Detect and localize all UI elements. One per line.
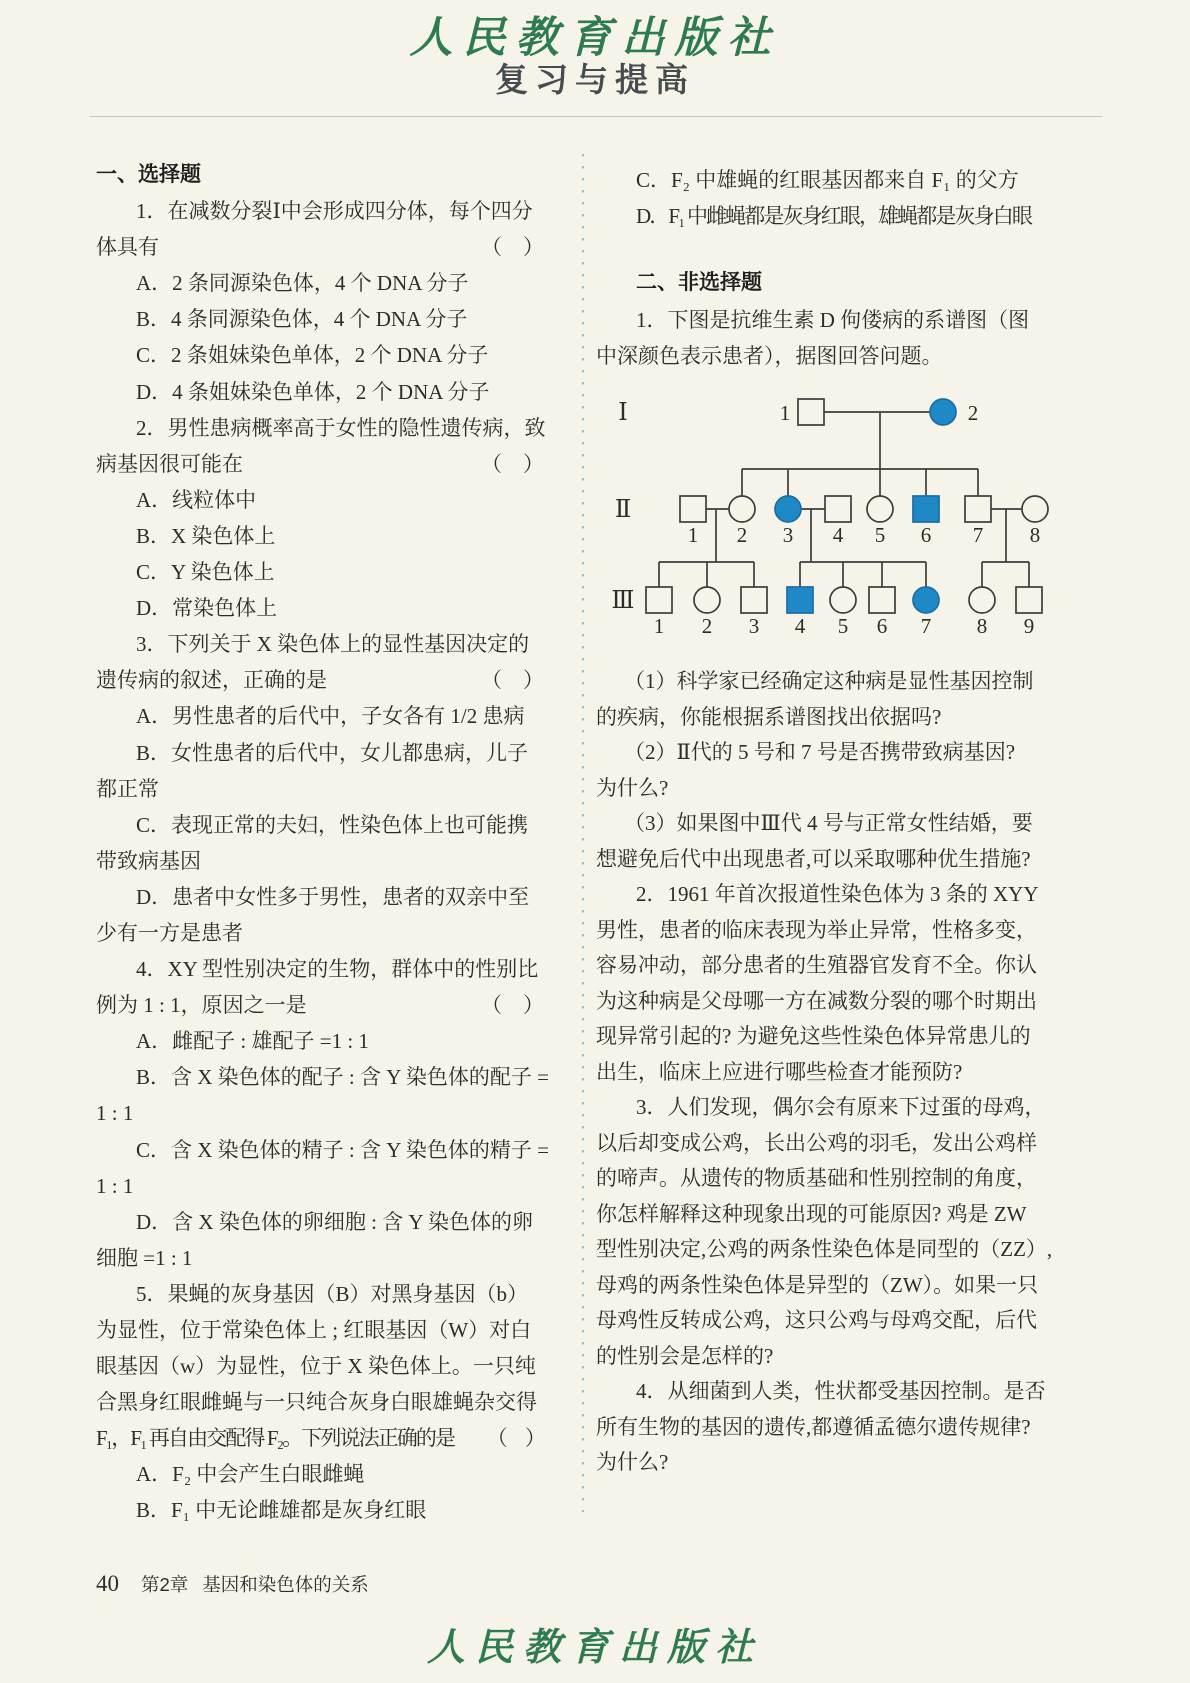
text-line-content: F₁，F₁ 再自由交配得 F₂。下列说法正确的是: [96, 1426, 455, 1451]
text-line: [596, 1374, 1048, 1410]
text-line: [596, 984, 1048, 1020]
text-line-content: 3．人们发现，偶尔会有原来下过蛋的母鸡，: [636, 1095, 1046, 1119]
text-line-content: 你怎样解释这种现象出现的可能原因? 鸡是 ZW: [596, 1201, 1027, 1226]
pedigree-member-number: 4: [832, 523, 844, 547]
text-line-content: A．男性患者的后代中，子女各有 1/2 患病: [136, 704, 525, 729]
text-line-content: D．患者中女性多于男性，患者的双亲中至: [136, 884, 530, 909]
text-line-content: D．含 X 染色体的卵细胞 : 含 Y 染色体的卵: [136, 1209, 534, 1234]
pedigree-generation-label: Ⅲ: [611, 588, 635, 614]
text-line: [596, 664, 1048, 700]
text-line: [96, 698, 546, 734]
text-line: [96, 662, 546, 698]
text-line: [596, 1055, 1048, 1091]
pedigree-member-III-5: [830, 587, 856, 613]
text-line: [96, 1204, 546, 1240]
text-line-content: A．2 条同源染色体，4 个 DNA 分子: [136, 271, 469, 296]
page-number: 40: [96, 1571, 119, 1596]
text-line-content: 病基因很可能在: [96, 451, 243, 476]
text-line: [96, 229, 546, 265]
pedigree-member-II-1: [680, 496, 706, 522]
text-line: [96, 1492, 546, 1528]
text-line: [596, 162, 1044, 198]
text-line-content: 1 : 1: [96, 1173, 134, 1198]
pedigree-chart: [585, 372, 1065, 640]
publisher-logo-top: 人民教育出版社: [409, 13, 781, 63]
text-line-content: 容易冲动，部分患者的生殖器官发育不全。你认: [596, 953, 1037, 977]
pedigree-generation-label: Ⅰ: [618, 400, 628, 426]
text-line-content: C．Y 染色体上: [136, 560, 275, 585]
right-column-intro: [596, 302, 1044, 374]
chapter-title: 基因和染色体的关系: [202, 1574, 369, 1595]
pedigree-member-III-1: [646, 587, 672, 613]
text-line-content: 想避免后代中出现患者,可以采取哪种优生措施?: [596, 846, 1031, 871]
text-line-content: C．表现正常的夫妇，性染色体上也可能携: [136, 812, 529, 837]
text-line: [96, 482, 546, 518]
text-line-content: 2．1961 年首次报道性染色体为 3 条的 XYY: [636, 882, 1039, 906]
text-line-content: 1．在减数分裂Ⅰ中会形成四分体，每个四分: [136, 199, 533, 224]
text-line: [96, 1312, 546, 1348]
pedigree-member-II-4: [825, 496, 851, 522]
text-line: [596, 338, 1044, 374]
text-line-content: 1 : 1: [96, 1101, 134, 1126]
pedigree-member-number: 1: [779, 401, 791, 425]
text-line-content: 型性别决定,公鸡的两条性染色体是同型的（ZZ）,: [596, 1237, 1053, 1261]
text-line: [96, 1384, 546, 1420]
text-line: [96, 626, 546, 662]
text-line-content: （3）如果图中Ⅲ代 4 号与正常女性结婚，要: [624, 811, 1033, 835]
text-line: [96, 446, 546, 482]
left-column: [96, 157, 549, 1529]
text-line-content: 的啼声。从遗传的物质基础和性别控制的角度，: [596, 1166, 1037, 1190]
text-line: [96, 915, 546, 951]
pedigree-member-II-7: [965, 496, 991, 522]
text-line-content: 例为 1 : 1，原因之一是: [96, 993, 307, 1018]
answer-bracket: （ ）: [481, 668, 544, 693]
text-line-content: D．F₁ 中雌蝇都是灰身红眼，雄蝇都是灰身白眼: [636, 204, 1031, 228]
text-line-content: 少有一方是患者: [96, 920, 243, 945]
pedigree-member-number: 7: [920, 614, 932, 638]
pedigree-member-number: 9: [1023, 614, 1035, 638]
pedigree-diagram: [585, 372, 1065, 640]
text-line-content: D．4 条姐妹染色单体，2 个 DNA 分子: [136, 379, 490, 404]
text-line-content: 为什么?: [596, 775, 669, 800]
text-line: [596, 1339, 1048, 1375]
text-line: [596, 1197, 1048, 1233]
text-line-content: B．4 条同源染色体，4 个 DNA 分子: [136, 307, 468, 332]
text-line: [96, 879, 546, 915]
chapter-label: 第2章: [141, 1574, 189, 1595]
pedigree-member-number: 3: [748, 614, 760, 638]
pedigree-member-number: 7: [972, 523, 984, 547]
text-line-content: （2）Ⅱ代的 5 号和 7 号是否携带致病基因?: [624, 740, 1016, 764]
pedigree-member-II-8: [1022, 496, 1048, 522]
text-line: [596, 1019, 1048, 1055]
header-divider-rule: [90, 116, 1102, 117]
answer-bracket: （ ）: [481, 451, 544, 476]
text-line-content: B．含 X 染色体的配子 : 含 Y 染色体的配子 =: [136, 1065, 549, 1090]
text-line: [596, 302, 1044, 338]
text-line: [96, 590, 546, 626]
right-column-questions: [596, 664, 1053, 1481]
text-line-content: A．F₂ 中会产生白眼雌蝇: [136, 1462, 365, 1487]
answer-bracket: （ ）: [481, 993, 544, 1018]
pedigree-member-II-5: [867, 496, 893, 522]
text-line: [96, 554, 546, 590]
text-line-content: 以后却变成公鸡，长出公鸡的羽毛，发出公鸡样: [596, 1130, 1037, 1155]
text-line: [596, 806, 1048, 842]
pedigree-member-III-7: [913, 587, 939, 613]
pedigree-member-number: 8: [1029, 523, 1041, 547]
pedigree-member-III-8: [969, 587, 995, 613]
pedigree-member-number: 2: [967, 401, 979, 425]
pedigree-member-number: 3: [782, 523, 794, 547]
text-line: [96, 735, 546, 771]
text-line: [596, 198, 1044, 234]
text-line-content: B．女性患者的后代中，女儿都患病，儿子: [136, 740, 529, 765]
text-line-content: 1．下图是抗维生素 D 佝偻病的系谱图（图: [636, 308, 1030, 332]
text-line-content: 遗传病的叙述，正确的是: [96, 668, 327, 693]
text-line-content: C．F₂ 中雄蝇的红眼基因都来自 F₁ 的父方: [636, 168, 1019, 192]
text-line-content: 眼基因（w）为显性，位于 X 染色体上。一只纯: [96, 1354, 536, 1379]
pedigree-generation-label: Ⅱ: [614, 497, 632, 523]
text-line-content: 为显性，位于常染色体上 ; 红眼基因（W）对白: [96, 1318, 532, 1342]
text-line-content: 的疾病，你能根据系谱图找出依据吗?: [596, 704, 942, 729]
pedigree-member-number: 6: [876, 614, 888, 638]
text-line-content: A．线粒体中: [136, 487, 257, 512]
pedigree-member-III-2: [694, 587, 720, 613]
answer-bracket: （ ）: [481, 235, 544, 260]
text-line-content: 3．下列关于 X 染色体上的显性基因决定的: [136, 632, 530, 657]
text-line: [596, 1410, 1048, 1446]
text-line: [96, 374, 546, 410]
pedigree-member-number: 8: [976, 614, 988, 638]
text-line: [596, 948, 1048, 984]
text-line-content: 都正常: [96, 776, 159, 801]
pedigree-member-III-6: [869, 587, 895, 613]
text-line-content: 细胞 =1 : 1: [96, 1245, 193, 1270]
text-line-content: 母鸡的两条性染色体是异型的（ZW）。如果一只: [596, 1272, 1039, 1297]
pedigree-member-III-4: [787, 587, 813, 613]
pedigree-member-I-2: [930, 399, 956, 425]
text-line: [96, 337, 546, 373]
pedigree-member-number: 6: [920, 523, 932, 547]
pedigree-member-II-6: [913, 496, 939, 522]
text-line-content: C．2 条姐妹染色单体，2 个 DNA 分子: [136, 343, 489, 368]
right-column-top: [596, 162, 1044, 234]
text-line: [96, 518, 546, 554]
text-line: [596, 1126, 1048, 1162]
text-line-content: D．常染色体上: [136, 596, 278, 621]
text-line: [596, 771, 1048, 807]
text-line: [96, 410, 546, 446]
section-heading: [96, 157, 546, 193]
text-line: [96, 1023, 546, 1059]
text-line: [96, 1168, 546, 1204]
text-line: [596, 913, 1048, 949]
text-line: [96, 1456, 546, 1492]
text-line: [96, 1348, 546, 1384]
text-line: [96, 771, 546, 807]
text-line: [96, 1276, 546, 1312]
text-line-content: 2．男性患病概率高于女性的隐性遗传病，致: [136, 415, 546, 440]
text-line-content: B．X 染色体上: [136, 523, 276, 548]
text-line-content: 母鸡性反转成公鸡，这只公鸡与母鸡交配，后代: [596, 1308, 1037, 1332]
text-line: [96, 1240, 546, 1276]
text-line-content: 为这种病是父母哪一方在减数分裂的哪个时期出: [596, 988, 1037, 1013]
text-line-content: 一、选择题: [96, 163, 201, 186]
text-line: [96, 265, 546, 301]
text-line: [596, 1161, 1048, 1197]
text-line: [596, 1090, 1048, 1126]
text-line: [596, 1268, 1048, 1304]
text-line-content: A．雌配子 : 雄配子 =1 : 1: [136, 1029, 369, 1054]
text-line-content: 出生，临床上应进行哪些检查才能预防?: [596, 1059, 963, 1084]
text-line: [596, 735, 1048, 771]
text-line: [96, 1095, 546, 1131]
answer-bracket: （ ）: [486, 1426, 544, 1451]
text-line-content: 4．XY 型性别决定的生物，群体中的性别比: [136, 957, 539, 982]
text-line: [96, 193, 546, 229]
section-heading-non-choice: 二、非选择题: [636, 271, 762, 294]
pedigree-member-III-9: [1016, 587, 1042, 613]
text-line: [596, 1445, 1048, 1481]
text-line: [96, 843, 546, 879]
pedigree-member-III-3: [741, 587, 767, 613]
text-line-content: （1）科学家已经确定这种病是显性基因控制: [624, 669, 1034, 693]
text-line: [96, 1420, 546, 1456]
pedigree-member-II-2: [729, 496, 755, 522]
pedigree-member-number: 2: [701, 614, 713, 638]
text-line-content: 体具有: [96, 235, 159, 260]
pedigree-member-number: 5: [837, 614, 849, 638]
text-line-content: B．F₁ 中无论雌雄都是灰身红眼: [136, 1498, 427, 1523]
text-line-content: 5．果蝇的灰身基因（B）对黑身基因（b）: [136, 1281, 529, 1306]
text-line: [596, 877, 1048, 913]
text-line: [96, 301, 546, 337]
text-line: [96, 987, 546, 1023]
text-line: [596, 1303, 1048, 1339]
text-line: [596, 1232, 1053, 1268]
text-line: [596, 700, 1048, 736]
pedigree-member-number: 2: [736, 523, 748, 547]
text-line-content: 合黑身红眼雌蝇与一只纯合灰身白眼雄蝇杂交得: [96, 1390, 537, 1415]
text-line-content: C．含 X 染色体的精子 : 含 Y 染色体的精子 =: [136, 1137, 549, 1162]
text-line: [596, 842, 1048, 878]
text-line-content: 男性，患者的临床表现为举止异常，性格多变，: [596, 917, 1037, 942]
pedigree-member-number: 4: [794, 614, 806, 638]
pedigree-member-II-3: [775, 496, 801, 522]
pedigree-member-number: 1: [653, 614, 665, 638]
text-line-content: 4．从细菌到人类，性状都受基因控制。是否: [636, 1379, 1046, 1403]
publisher-logo-bottom: 人民教育出版社: [426, 1624, 763, 1669]
text-line-content: 的性别会是怎样的?: [596, 1343, 774, 1368]
text-line: [96, 1059, 549, 1095]
pedigree-member-number: 1: [687, 523, 699, 547]
text-line-content: 现异常引起的? 为避免这些性染色体异常患儿的: [596, 1024, 1031, 1048]
pedigree-member-number: 5: [874, 523, 886, 547]
text-line-content: 为什么?: [596, 1450, 669, 1474]
text-line: [96, 951, 546, 987]
text-line: [96, 807, 546, 843]
pedigree-member-I-1: [798, 399, 824, 425]
text-line-content: 所有生物的基因的遗传,都遵循孟德尔遗传规律?: [596, 1414, 1031, 1439]
column-divider-dotted: [582, 154, 584, 1512]
text-line-content: 中深颜色表示患者），据图回答问题。: [596, 344, 943, 368]
page-title: 复习与提高: [495, 61, 695, 98]
page-footer: [96, 1571, 369, 1597]
text-line-content: 带致病基因: [96, 848, 201, 873]
text-line: [96, 1132, 549, 1168]
